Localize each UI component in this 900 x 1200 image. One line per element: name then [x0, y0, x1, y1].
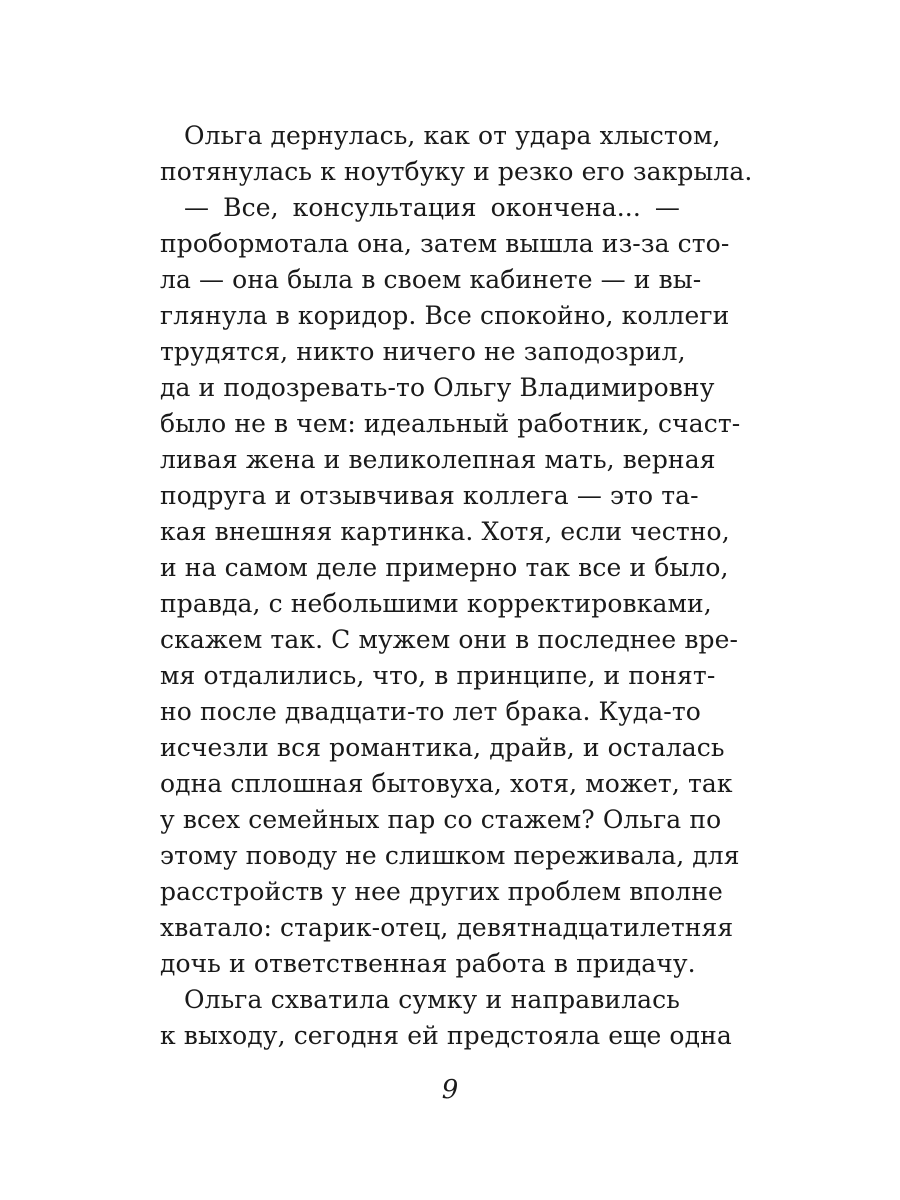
text-line: и на самом деле примерно так все и было, — [160, 553, 729, 582]
text-line: кая внешняя картинка. Хотя, если честно, — [160, 517, 730, 546]
text-line: трудятся, никто ничего не заподозрил, — [160, 337, 686, 366]
text-line: исчезли вся романтика, драйв, и осталась — [160, 733, 725, 762]
text-line: одна сплошная бытовуха, хотя, может, так — [160, 769, 733, 798]
text-line: да и подозревать-то Ольгу Владимировну — [160, 373, 715, 402]
text-line: расстройств у нее других проблем вполне — [160, 877, 723, 906]
text-line: Ольга схватила сумку и направилась — [184, 985, 680, 1014]
text-line: потянулась к ноутбуку и резко его закрыла. — [160, 157, 753, 186]
text-line: у всех семейных пар со стажем? Ольга по — [160, 805, 722, 834]
text-line: ливая жена и великолепная мать, верная — [160, 445, 716, 474]
text-line: Ольга дернулась, как от удара хлыстом, — [184, 121, 721, 150]
text-line: к выходу, сегодня ей предстояла еще одна — [160, 1021, 732, 1050]
text-line: правда, с небольшими корректировками, — [160, 589, 712, 618]
text-line: — Все, консультация окончена... — — [184, 193, 680, 222]
text-line: пробормотала она, затем вышла из-за сто- — [160, 229, 730, 258]
text-line: подруга и отзывчивая коллега — это та- — [160, 481, 699, 510]
page-number: 9 — [441, 1075, 459, 1105]
text-line: хватало: старик-отец, девятнадцатилетняя — [160, 913, 734, 942]
text-line: этому поводу не слишком переживала, для — [160, 841, 740, 870]
text-line: но после двадцати-то лет брака. Куда-то — [160, 697, 701, 726]
text-line: скажем так. С мужем они в последнее вре- — [160, 625, 739, 654]
text-line: мя отдалились, что, в принципе, и понят- — [160, 661, 716, 690]
text-line: ла — она была в своем кабинете — и вы- — [160, 265, 702, 294]
text-line: глянула в коридор. Все спокойно, коллеги — [160, 301, 730, 330]
book-page — [160, 116, 753, 1176]
text-line: дочь и ответственная работа в придачу. — [160, 949, 696, 978]
text-line: было не в чем: идеальный работник, счаст- — [160, 409, 741, 438]
